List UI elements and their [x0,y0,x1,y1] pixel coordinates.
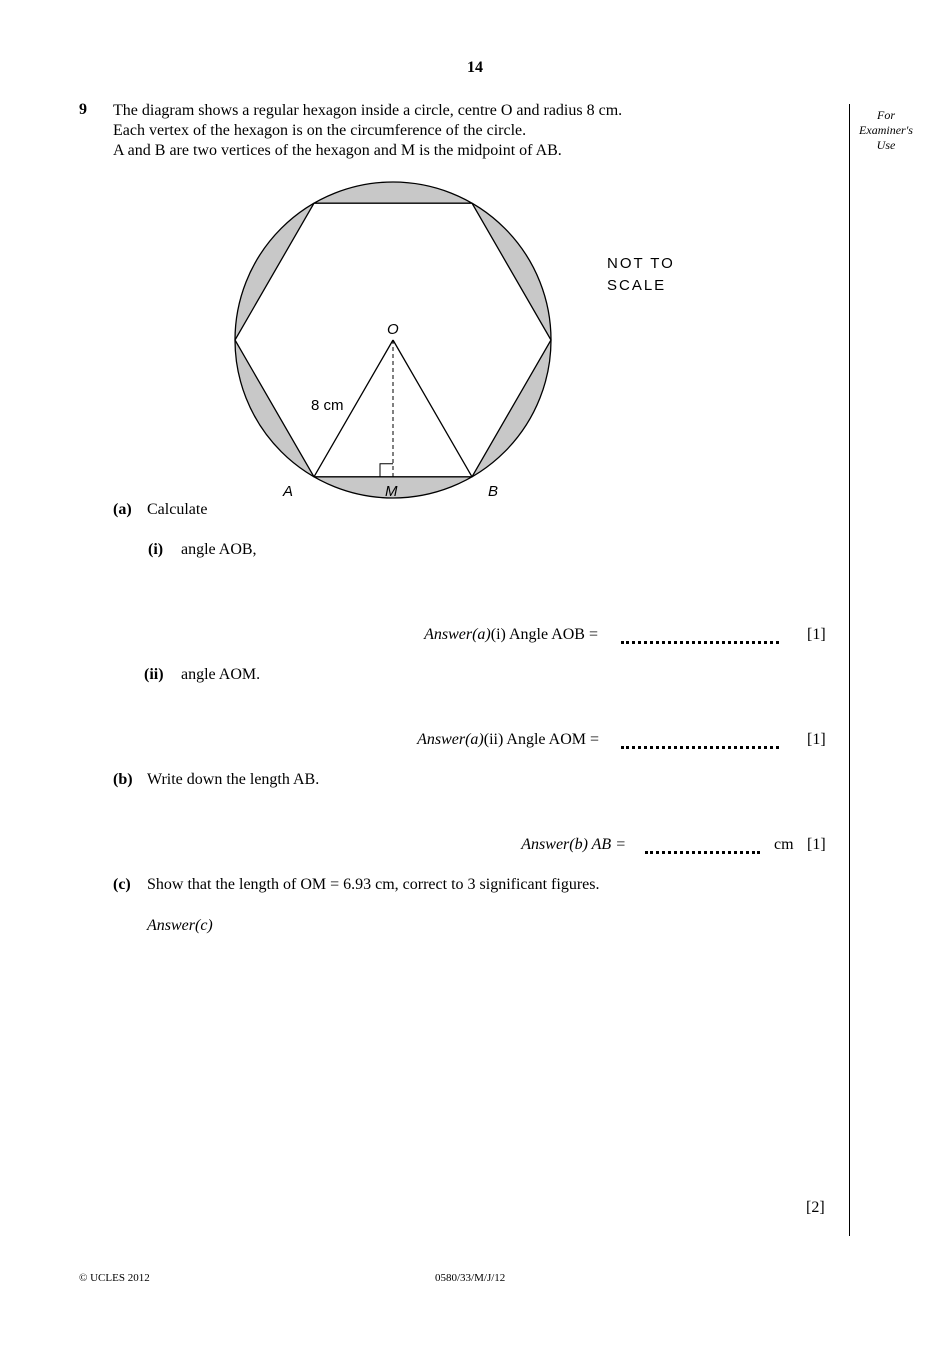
intro-line-2: Each vertex of the hexagon is on the circumference of the circle. [113,122,527,139]
part-b-label: (b) [113,771,133,788]
answer-a-i-text: (i) Angle AOB = [490,626,598,643]
mark-a-ii: [1] [807,731,826,748]
part-a-i-label: (i) [148,541,164,558]
answer-a-i [380,626,598,644]
answer-a-i-input[interactable] [621,641,779,644]
not-to-scale-line2: SCALE [607,277,667,294]
examiner-note-line-2: Examiner's [859,123,913,137]
part-a-text: Calculate [147,501,208,518]
question-intro [113,101,622,161]
part-c-label: (c) [113,876,131,893]
intro-line-1: The diagram shows a regular hexagon inside a circle, centre O and radius 8 cm. [113,102,623,119]
right-angle-marker [380,464,393,477]
hexagon-circle-diagram [220,170,700,510]
mark-a-i: [1] [807,626,826,643]
label-radius: 8 cm [311,397,344,414]
question-number: 9 [79,101,87,118]
answer-c-label: Answer(c) [147,917,213,934]
answer-b-unit: cm [774,836,794,853]
answer-a-ii-input[interactable] [621,746,779,749]
mark-c: [2] [806,1199,825,1216]
answer-c-working-area[interactable] [147,945,837,1195]
page-number: 14 [467,59,483,76]
examiner-note-line-1: For [877,108,895,122]
answer-a-ii [370,731,599,749]
footer-copyright: © UCLES 2012 [79,1272,150,1284]
answer-b: Answer(b) AB = [521,836,626,853]
part-a-ii-label: (ii) [144,666,164,683]
answer-a-ii-text: (ii) Angle AOM = [483,731,599,748]
examiner-note-line-3: Use [876,138,896,152]
part-a-label: (a) [113,501,132,518]
label-a: A [283,483,294,500]
answer-a-ii-prefix: Answer(a) [417,731,484,748]
footer-code: 0580/33/M/J/12 [435,1272,506,1284]
label-b: B [488,483,499,500]
part-c-text: Show that the length of OM = 6.93 cm, correct to 3 significant figures. [147,876,600,893]
part-a-ii-text: angle AOM. [181,666,261,683]
part-a-i-text: angle AOB, [181,541,257,558]
label-m: M [385,483,398,500]
examiner-margin-rule [849,104,850,1236]
examiner-use-note [852,108,920,153]
label-o: O [387,321,399,338]
radius-ob [393,340,472,477]
mark-b: [1] [807,836,826,853]
intro-line-3: A and B are two vertices of the hexagon and M is the midpoint of AB. [113,142,562,159]
not-to-scale-line1: NOT TO [607,255,675,272]
part-b-text: Write down the length AB. [147,771,320,788]
answer-a-i-prefix: Answer(a) [424,626,491,643]
answer-b-input[interactable] [645,851,760,854]
